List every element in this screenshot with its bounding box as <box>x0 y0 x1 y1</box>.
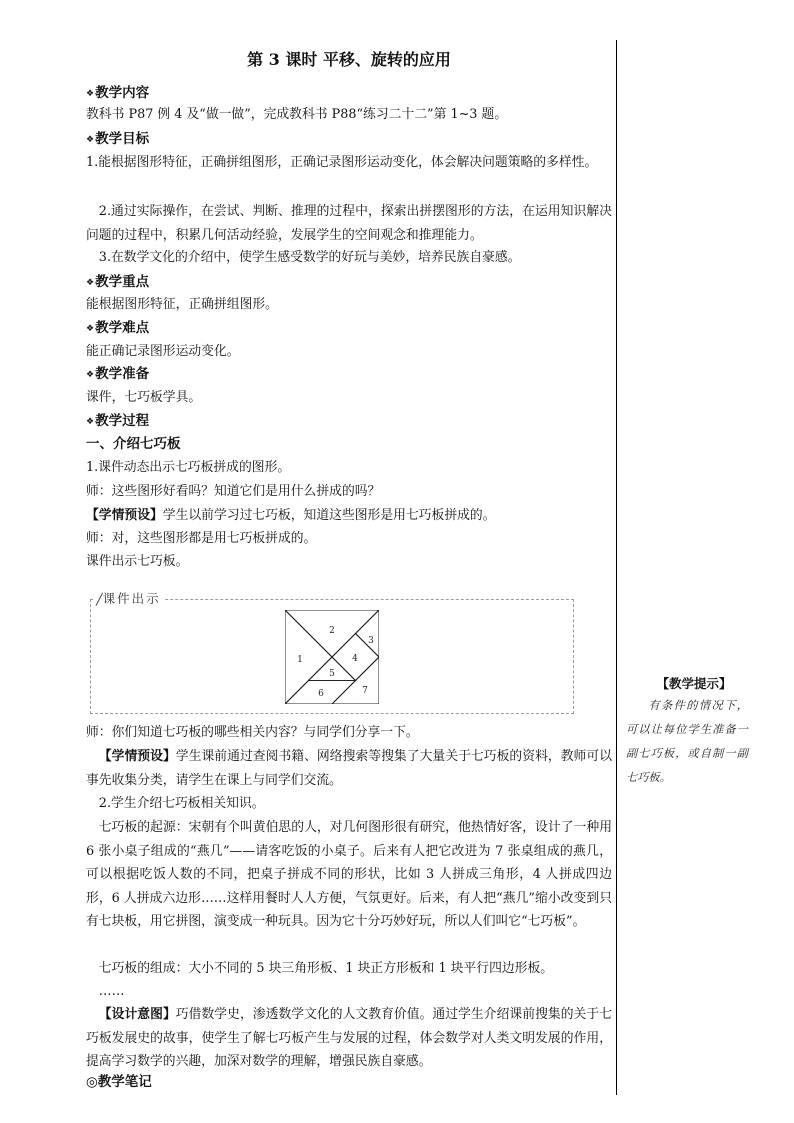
diamond-icon: ❖ <box>86 370 95 380</box>
heading-prep: ❖教学准备 <box>86 366 150 382</box>
page-title: 第 3 课时 平移、旋转的应用 <box>247 50 451 69</box>
teaching-tip-text: 有条件的情况下，可以让每位学生准备一副七巧板，或自制一副七巧板。 <box>626 699 748 784</box>
tangram-label-4: 4 <box>352 654 358 664</box>
show-tangram-text: 课件出示七巧板。 <box>86 554 189 569</box>
heading-content: ❖教学内容 <box>86 85 150 101</box>
prep-text: 课件，七巧板学具。 <box>86 390 202 405</box>
teaching-tip-title: 【教学提示】 <box>656 676 732 691</box>
goal-2: 2.通过实际操作，在尝试、判断、推理的过程中，探索出拼摆图形的方法，在运用知识解决问题的过程中，积累几何活动经验，发展学生的空间观念和推理能力。 <box>86 204 612 243</box>
difficulty-text: 能正确记录图形运动变化。 <box>86 344 240 359</box>
part1-heading: 一、介绍七巧板 <box>86 436 181 452</box>
tangram-piece-1 <box>285 610 332 704</box>
heading-goals: ❖教学目标 <box>86 131 150 147</box>
design-intent: 【设计意图】巧借数学史，渗透数学文化的人文教育价值。通过学生介绍课前搜集的关于七巧板发展史的故事，使学生了解七巧板产生与发展的过程，体会数学对人类文明发展的作用，提高学习数学的兴趣，加深对数学的理解，增强民族自豪感。 <box>86 1007 613 1070</box>
tangram-figure <box>285 610 379 704</box>
tangram-piece-3 <box>356 610 380 657</box>
teacher-question-1: 师：这些图形好看吗？知道它们是用什么拼成的吗？ <box>86 484 381 499</box>
heading-process: ❖教学过程 <box>86 413 150 429</box>
key-text: 能根据图形特征，正确拼组图形。 <box>86 297 278 312</box>
heading-key: ❖教学重点 <box>86 274 150 290</box>
goal-3: 3.在数学文化的介绍中，使学生感受数学的好玩与美妙，培养民族自豪感。 <box>98 250 521 265</box>
tangram-label-2: 2 <box>329 626 335 636</box>
teacher-answer-1: 师：对，这些图形都是用七巧板拼成的。 <box>86 531 317 546</box>
tangram-label-3: 3 <box>368 636 374 646</box>
diamond-icon: ❖ <box>86 89 95 99</box>
tangram-label-5: 5 <box>329 669 335 679</box>
tangram-label-6: 6 <box>318 689 324 699</box>
column-divider <box>616 40 617 1095</box>
brush-icon: ╱ <box>96 593 103 606</box>
presupposition-1: 【学情预设】学生以前学习过七巧板，知道这些图形是用七巧板拼成的。 <box>86 508 496 523</box>
teaching-notes-heading: ◎教学笔记 <box>86 1074 152 1090</box>
presupposition-2: 【学情预设】学生课前通过查阅书籍、网络搜索等搜集了大量关于七巧板的资料，教师可以事先收集分类，请学生在课上与同学们交流。 <box>86 749 613 788</box>
tangram-origin: 七巧板的起源：宋朝有个叫黄伯思的人，对几何图形很有研究，他热情好客，设计了一种用 6 张小桌子组成的“燕几”——请客吃饭的小桌子。后来有人把它改进为 7 张桌组成的燕几，可以根据吃饭人数的不同，把桌子拼成不同的形状，比如 3 人拼成三角形，4 人拼成四边形，6 人拼成六边形……这样用餐时人人方便，气氛更好。后来，有人把“燕几”缩小改变到只有七块板，用它拼图，演变成一种玩具。因为它十分巧妙好玩，所以人们叫它“七巧板”。 <box>86 820 612 930</box>
tangram-label-1: 1 <box>297 655 303 665</box>
content-text: 教科书 P87 例 4 及“做一做”，完成教科书 P88“练习二十二”第 1~3 题。 <box>86 107 508 122</box>
tangram-composition: 七巧板的组成：大小不同的 5 块三角形板、1 块正方形板和 1 块平行四边形板。 <box>98 961 554 976</box>
step-2: 2.学生介绍七巧板相关知识。 <box>98 796 265 811</box>
tangram-label-7: 7 <box>362 686 368 696</box>
heading-difficulty: ❖教学难点 <box>86 320 150 336</box>
ellipsis: …… <box>98 984 125 999</box>
diamond-icon: ❖ <box>86 324 95 334</box>
diamond-icon: ❖ <box>86 135 95 145</box>
step-1: 1.课件动态出示七巧板拼成的图形。 <box>86 460 291 475</box>
diamond-icon: ❖ <box>86 417 95 427</box>
diamond-icon: ❖ <box>86 278 95 288</box>
courseware-label: ╱课件出示 <box>94 588 165 610</box>
goal-1: 1.能根据图形特征，正确拼组图形，正确记录图形运动变化，体会解决问题策略的多样性。 <box>86 155 598 170</box>
teacher-question-2: 师：你们知道七巧板的哪些相关内容？与同学们分享一下。 <box>86 725 419 740</box>
